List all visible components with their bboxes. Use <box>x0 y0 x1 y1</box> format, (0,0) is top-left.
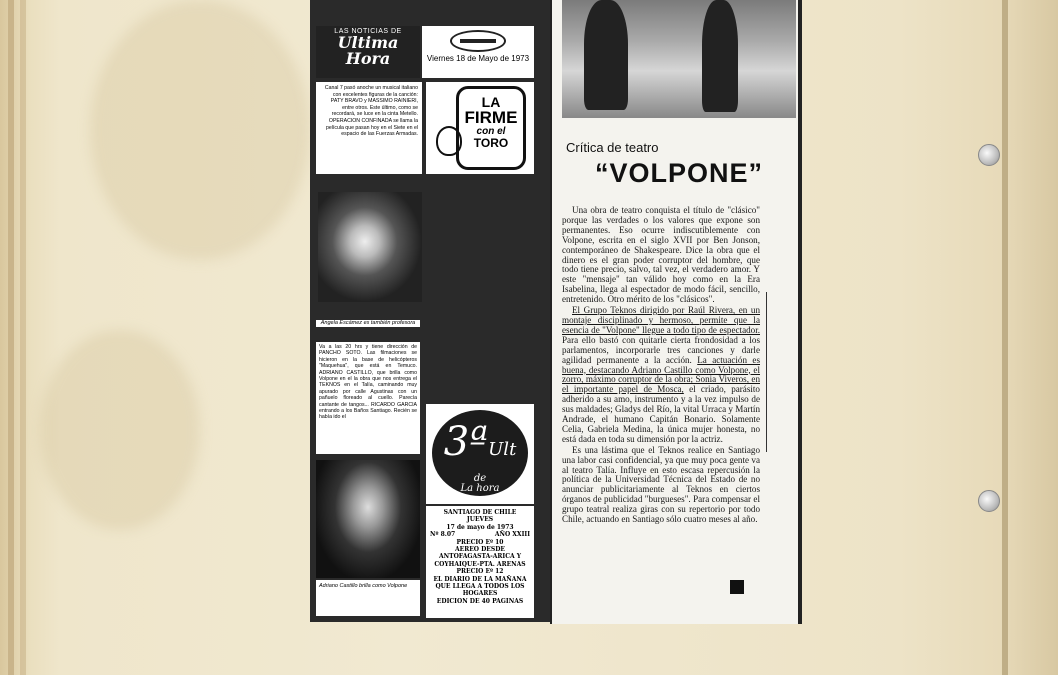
article-end-mark <box>730 580 744 594</box>
actor-caption: Adriano Castillo brilla como Volpone <box>316 580 420 616</box>
firme-line3: con el <box>476 126 506 137</box>
article-paragraph-3: Es una lástima que el Teknos realice en Santiago una labor casi confidencial, ya que muy poca gente va al teatro Talía. Influye en esto escasa repercusión la política de la Universidad Técnica del Estado de no anunciar publicitariamente al Teknos en ciertos órganos de publicidad "burgueses". Para compensar el grupo teatral realiza giras con su repertorio por todo Chile, actuando en Santiago sólo cuatro meses al año. <box>562 444 760 525</box>
water-stain <box>40 330 200 530</box>
ultima-hora-masthead <box>316 26 420 78</box>
info-air: AEREO DESDE <box>455 546 505 554</box>
article-paragraph-2 <box>562 306 760 445</box>
masthead-title-line2: Hora <box>345 49 391 68</box>
firme-line2: FIRME <box>464 108 518 127</box>
info-year: AÑO XXIII <box>494 531 530 539</box>
logo-sub-hora: La hora <box>460 483 500 494</box>
article-kicker: Crítica de teatro <box>566 140 659 155</box>
masthead-date: Viernes 18 de Mayo de 1973 <box>426 54 530 63</box>
paragraph-2-text: Para ello bastó con quitarle cierta frondosidad a los parlamentos, incorporarle tres canciones y darle agilidad permanente a la acción. <box>562 334 760 365</box>
firme-line4: TORO <box>473 136 509 150</box>
info-tagline3: HOGARES <box>462 590 498 598</box>
underlined-passage-2: La actuación es buena, destacando Adriano Castillo como Volpone, el zorro, máximo corruptor de la obra; Sonia Viveros, en el importante papel de Mosca, <box>562 354 760 395</box>
info-route2: COYHAIQUE-PTA. ARENAS <box>434 560 526 568</box>
la-firme-logo <box>426 82 534 174</box>
info-tagline1: EL DIARIO DE LA MAÑANA <box>433 575 527 583</box>
info-edition: EDICION DE 40 PAGINAS <box>436 597 524 605</box>
page-edge-right <box>1002 0 1008 675</box>
gossip-blurb: Va a las 20 hrs y tiene dirección de PANCHO SOTO. Las filmaciones se hicieron en la base de helicópteros "Maquehua", que está en Temuco. ADRIANO CASTILLO, que brilla como Volpone en el la obra que nos entrega el TEKNOS en el Talía, caminando muy apurado por calle Agustinas con un pañuelo floreado al cuello. Parecía cantante de tangos... RICARDO GARCIA entrando a los Baños Santiago. Recién se había ido el <box>316 342 420 454</box>
article-headline: “VOLPONE” <box>594 158 764 188</box>
underlined-passage-1: El Grupo Teknos dirigido por Raúl Rivera, en un montaje disciplinado y hermoso, permite que la esencia de "Volpone" llegue a todo tipo de espectador. <box>562 305 760 335</box>
info-route1: ANTOFAGASTA-ARICA Y <box>438 553 522 561</box>
actress-figure <box>702 0 738 112</box>
article-paragraph-1: Una obra de teatro conquista el título de "clásico" porque las verdades o los valores que expone son permanentes. Eso ocurre indiscutiblemente con Volpone, escrita en el siglo XVII por Ben Jonson, contemporáneo de Shakespeare. Dice la obra que el dinero es el gran poder corruptor del hombre, que todo tiene precio, salvo, tal vez, el verdadero amor. Y este "mensaje" tan válido hoy como en la Era Isabelina, llega al espectador de modo fácil, sencillo, entretenido. Otro mérito de los "clásicos". <box>562 205 760 305</box>
actor-photo <box>316 460 420 578</box>
stage-photo <box>562 0 796 118</box>
ultima-hora-disc <box>432 410 528 496</box>
info-issue-row <box>426 531 534 538</box>
info-issue-no: Nº 8.07 <box>430 531 456 539</box>
info-date: 17 de mayo de 1973 <box>446 523 514 531</box>
info-tagline2: QUE LLEGA A TODOS LOS <box>435 583 525 591</box>
logo-number: 3ªUlt <box>443 419 517 465</box>
ultima-hora-logo <box>426 404 534 504</box>
page-edge-inner <box>20 0 26 675</box>
page-edge-left <box>8 0 14 675</box>
masthead-title-line1: Ultima <box>337 33 399 52</box>
actor-figure <box>584 0 628 110</box>
masthead-small-label: LAS NOTICIAS DE <box>334 28 402 35</box>
firme-line1: LA <box>481 94 501 110</box>
la-firme-bubble <box>456 86 526 170</box>
paper-info-box <box>426 506 534 618</box>
info-weekday: JUEVES <box>466 516 494 524</box>
margin-pen-line <box>766 292 767 452</box>
paragraph-2-end: el criado, parásito adherido a su amo, instrumento y a la vez impulso de sus maldades; Gladys del Río, la vital Urraca y Martín Andrade, el humano Capitán Bonario. Solamente Celia, Gabriela Medina, la única mujer honesta, no está dada en toda su dimensión por la actriz. <box>562 384 760 444</box>
info-price2: PRECIO Eº 12 <box>456 568 504 576</box>
info-price1: PRECIO Eº 10 <box>456 538 504 546</box>
info-city: SANTIAGO DE CHILE <box>443 509 517 516</box>
date-box <box>422 26 534 78</box>
article-body <box>562 206 760 526</box>
globe-logo-icon <box>450 30 506 52</box>
tv-blurb: Canal 7 pasó anoche un musical italiano con excelentes figuras de la canción: PATY BRAVO y MASSIMO RAINIERI, entre otros. Este último, como se recordará, se luce en la cinta Metello. OPERACION CONFINADA se llama la película que pasan hoy en el Siete en el espacio de las Fuerzas Armadas. <box>316 82 422 174</box>
logo-sub-de: de <box>473 473 487 484</box>
binder-ring-top <box>978 144 1000 166</box>
actress-caption: Angela Escámez es también profesora <box>316 320 420 327</box>
binder-ring-bottom <box>978 490 1000 512</box>
water-stain <box>90 0 310 260</box>
actress-photo <box>318 192 422 302</box>
